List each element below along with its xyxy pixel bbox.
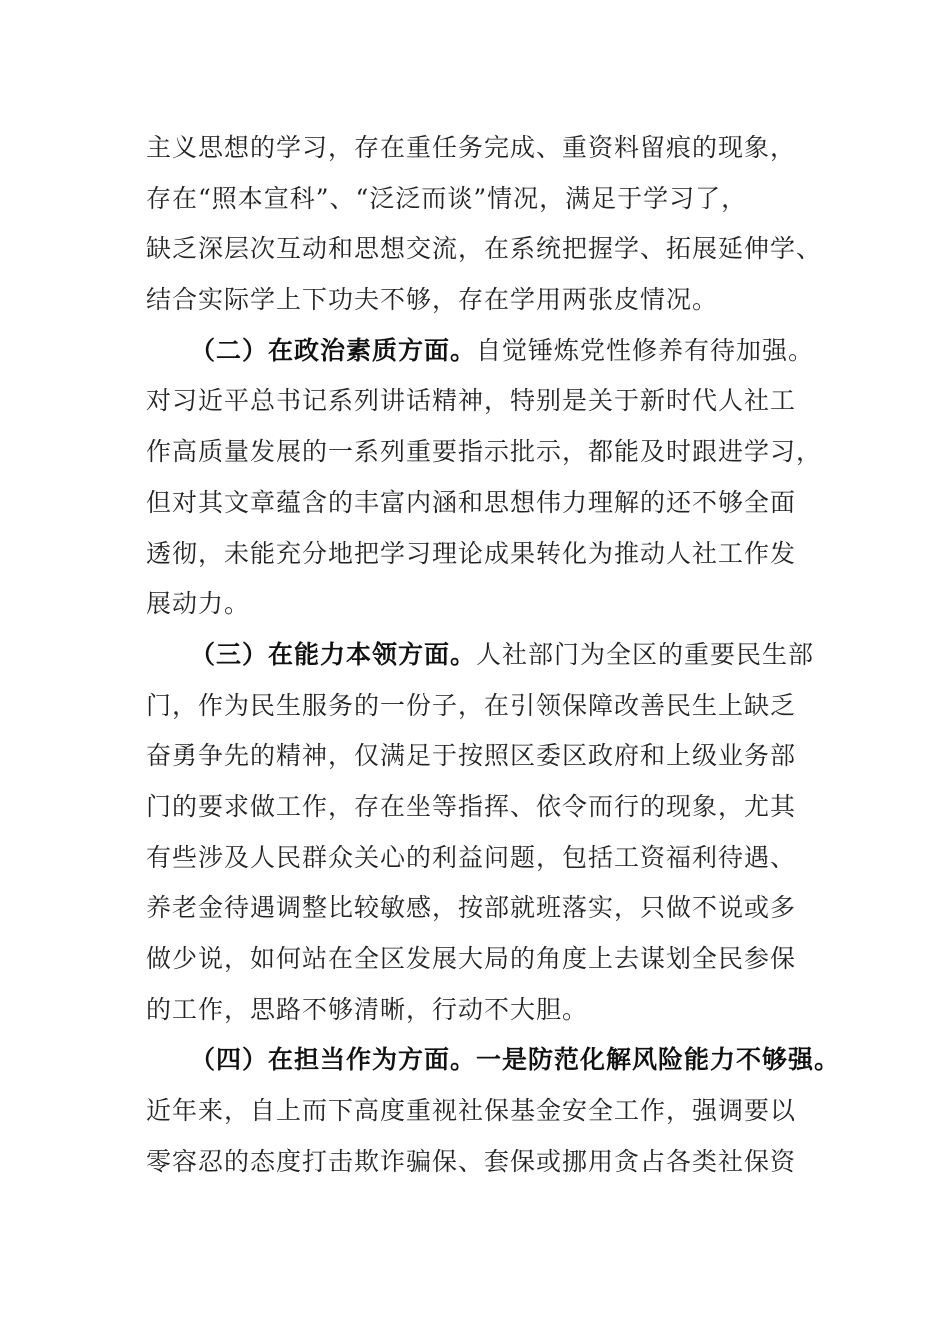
text-line: 有些涉及人民群众关心的利益问题，包括工资福利待遇、: [146, 842, 797, 872]
text-line: 零容忍的态度打击欺诈骗保、套保或挪用贪占各类社保资: [146, 1146, 797, 1176]
text-line: 透彻，未能充分地把学习理论成果转化为推动人社工作发: [146, 538, 797, 568]
text-line: 的工作，思路不够清晰，行动不大胆。: [146, 994, 589, 1024]
text-line: 近年来，自上而下高度重视社保基金安全工作，强调要以: [146, 1096, 797, 1126]
section-heading: （三）在能力本领方面。: [190, 639, 477, 669]
text-line: 展动力。: [146, 589, 251, 619]
paragraph-2: [146, 331, 826, 635]
text-run: 人社部门为全区的重要民生部: [476, 639, 815, 669]
paragraph-3: [146, 635, 826, 1041]
text-line: 门的要求做工作，存在坐等指挥、依令而行的现象，尤其: [146, 791, 797, 821]
section-heading: （四）在担当作为方面。一是防范化解风险能力不够强。: [190, 1045, 841, 1075]
text-line: 奋勇争先的精神，仅满足于按照区委区政府和上级业务部: [146, 741, 797, 771]
paragraph-1: [146, 128, 826, 331]
text-line: 门，作为民生服务的一份子，在引领保障改善民生上缺乏: [146, 690, 797, 720]
text-run: 自觉锤炼党性修养有待加强。: [476, 335, 815, 365]
paragraph-4: [146, 1040, 841, 1192]
text-line: 养老金待遇调整比较敏感，按部就班落实，只做不说或多: [146, 893, 797, 923]
text-line: 结合实际学上下功夫不够，存在学用两张皮情况。: [146, 285, 719, 315]
text-line: 主义思想的学习，存在重任务完成、重资料留痕的现象，: [146, 133, 797, 162]
text-line: 但对其文章蕴含的丰富内涵和思想伟力理解的还不够全面: [146, 487, 797, 517]
text-line: 做少说，如何站在全区发展大局的角度上去谋划全民参保: [146, 944, 797, 973]
document-body: [146, 128, 841, 1192]
text-line: 对习近平总书记系列讲话精神，特别是关于新时代人社工: [146, 386, 797, 416]
text-line: 存在“照本宣科”、“泛泛而谈”情况，满足于学习了，: [146, 183, 748, 213]
text-line: 缺乏深层次互动和思想交流，在系统把握学、拓展延伸学、: [146, 234, 823, 264]
text-line: 作高质量发展的一系列重要指示批示，都能及时跟进学习，: [146, 437, 823, 467]
paragraph-first-line: [146, 635, 826, 686]
paragraph-first-line: [146, 331, 826, 382]
paragraph-first-line: [146, 1040, 841, 1091]
section-heading: （二）在政治素质方面。: [190, 335, 477, 365]
